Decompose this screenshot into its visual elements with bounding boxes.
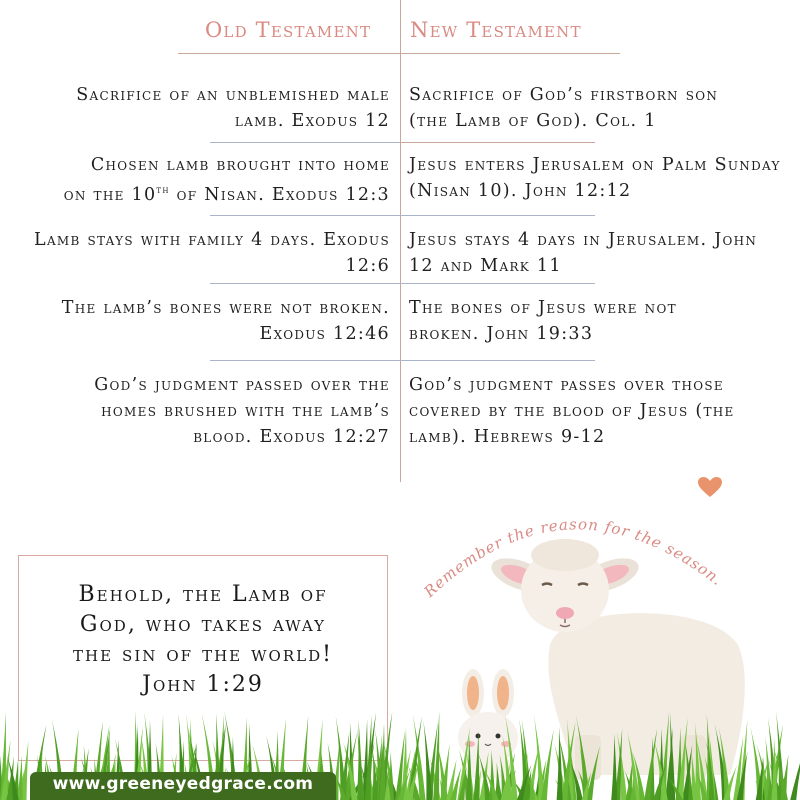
row-separator-3 [210, 283, 595, 284]
new-testament-header: New Testament [410, 18, 582, 42]
grass-blade [586, 746, 600, 800]
quote-text [30, 580, 376, 700]
row-2-new: Jesus enters Jerusalem on Palm Sunday (Nisan 10). John 12:12 [409, 155, 781, 201]
quote-box-top [18, 555, 388, 556]
old-testament-header: Old Testament [205, 18, 372, 42]
row-4-old: The lamb’s bones were not broken. Exodus 12:46 [61, 298, 390, 344]
row-separator-1b [400, 142, 595, 143]
grass-blade [557, 726, 563, 800]
row-separator-4 [210, 360, 595, 361]
grass-blade [790, 750, 800, 800]
grass-blade [357, 720, 363, 800]
row-3-new: Jesus stays 4 days in Jerusalem. John 12 and Mark 11 [409, 230, 758, 276]
row-separator-2 [210, 215, 595, 216]
row-2-old-line2b: of Nisan. Exodus 12:3 [169, 184, 390, 205]
header-underline-left [178, 53, 400, 54]
row-5-old: God’s judgment passed over the homes brushed with the lamb’s blood. Exodus 12:27 [94, 375, 390, 447]
grass-blade [423, 721, 432, 800]
grass-blade [611, 734, 617, 800]
row-2-old [20, 152, 390, 208]
website-url[interactable]: www.greeneyedgrace.com [52, 774, 314, 794]
column-divider [400, 0, 401, 482]
grass-blade [534, 715, 545, 800]
grass-blade [541, 729, 554, 800]
row-3-old: Lamb stays with family 4 days. Exodus 12:6 [34, 230, 390, 276]
row-4-new: The bones of Jesus were not broken. John 19:33 [409, 298, 677, 344]
row-1-old: Sacrifice of an unblemished male lamb. Exodus 12 [76, 85, 390, 131]
quote-line-2: God, who takes away [79, 612, 327, 637]
grass-blade [644, 728, 657, 800]
quote-line-4: John 1:29 [142, 672, 264, 697]
grass-blade [473, 730, 479, 800]
header-underline-right [400, 53, 620, 54]
quote-line-1: Behold, the Lamb of [78, 582, 328, 607]
row-2-old-line1: Chosen lamb brought into home [90, 155, 390, 175]
reminder-text: Remember the reason for the season. [420, 515, 727, 601]
row-separator-1 [210, 142, 400, 143]
row-1-new: Sacrifice of God’s firstborn son (the Lamb of God). Col. 1 [409, 85, 719, 131]
row-2-old-line2a: on the 10 [63, 184, 157, 205]
quote-line-3: the sin of the world! [73, 642, 333, 667]
row-5-new: God’s judgment passes over those covered by the blood of Jesus (the lamb). Hebrews 9-12 [409, 375, 735, 447]
row-2-old-sup: th [156, 185, 170, 196]
